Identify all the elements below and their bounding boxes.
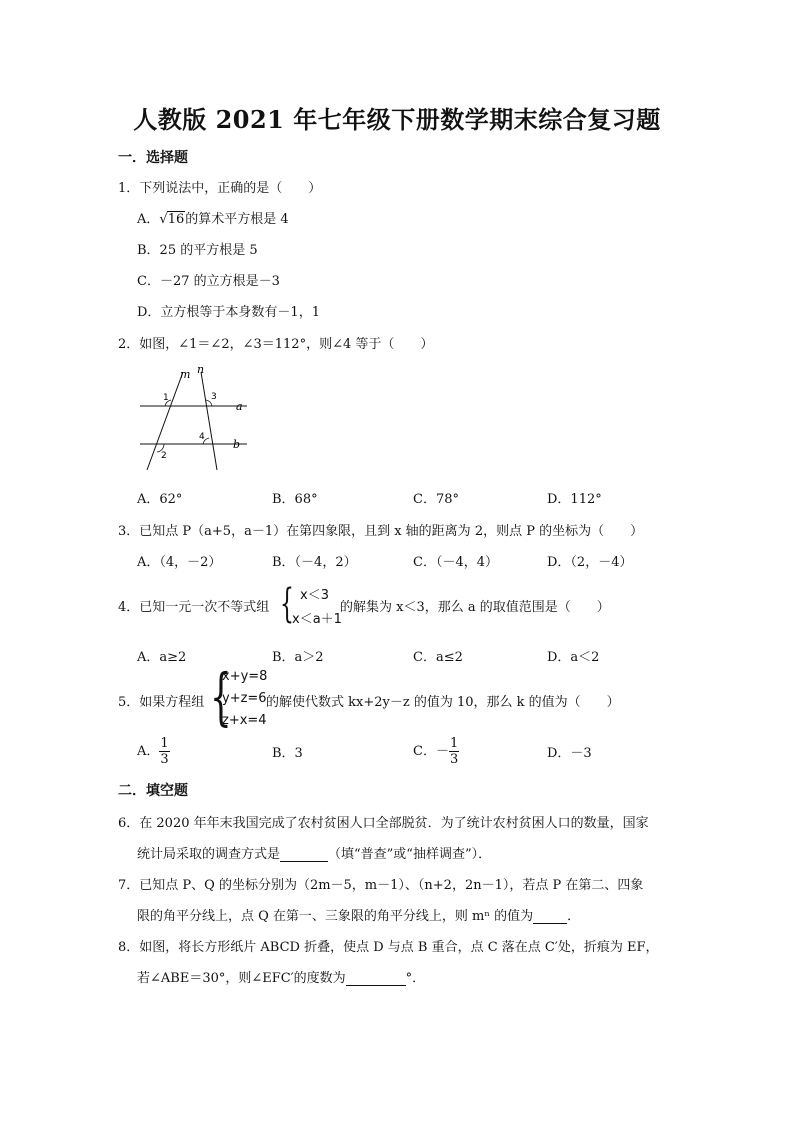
question-3-option-a: A．（4，－2） [137, 555, 222, 570]
label-angle-4: 4 [199, 432, 205, 442]
system-brace: { [280, 581, 294, 627]
question-3-option-c: C．（－4，4） [413, 555, 498, 570]
fraction [449, 736, 459, 767]
question-5-option-a [137, 736, 170, 767]
label-angle-1: 1 [163, 393, 169, 403]
inequality-line-2: x＜a＋1 [292, 612, 342, 627]
question-6-line-1: 6．在 2020 年年末我国完成了农村贫困人口全部脱贫．为了统计农村贫困人口的数量，国家 [118, 816, 649, 831]
line-n [201, 372, 217, 470]
question-5-suffix: 的解使代数式 kx+2y－z 的值为 10，那么 k 的值为（ ） [266, 695, 620, 710]
question-4-option-b: B．a＞2 [272, 650, 324, 665]
question-8-line-2 [137, 967, 425, 986]
option-a-label: A． [137, 744, 160, 759]
question-1-option-c: C．－27 的立方根是－3 [137, 274, 280, 289]
answer-blank[interactable] [346, 971, 406, 986]
question-2-option-b: B．68° [272, 492, 318, 507]
question-6-hint: （填“普查”或“抽样调查”）． [328, 847, 492, 862]
question-3-option-b: B．（－4，2） [272, 555, 357, 570]
question-3-option-d: D．（2，－4） [547, 555, 633, 570]
question-7-line-1: 7．已知点 P、Q 的坐标分别为（2m－5，m－1）、（n+2，2n－1），若点 P 在第二、四象 [118, 878, 644, 893]
question-6-line-2 [137, 843, 491, 862]
label-b: b [233, 438, 241, 451]
question-7-end: ． [567, 909, 581, 924]
option-a-label: A． [137, 212, 160, 227]
question-8-text: 若∠ABE＝30°，则∠EFC′的度数为 [137, 971, 346, 986]
label-angle-2: 2 [161, 451, 167, 461]
label-n: n [197, 363, 205, 376]
question-6-text: 统计局采取的调查方式是 [137, 847, 281, 862]
denominator: 3 [160, 752, 169, 767]
question-8-line-1: 8．如图，将长方形纸片 ABCD 折叠，使点 D 与点 B 重合，点 C 落在点 C′处，折痕为 EF， [118, 940, 659, 955]
question-4-option-a: A．a≥2 [137, 650, 187, 665]
question-1-option-b: B．25 的平方根是 5 [137, 243, 258, 258]
equation-line-2: y+z=6 [222, 691, 267, 706]
question-1-stem: 1．下列说法中，正确的是（ ） [118, 181, 322, 196]
sqrt-symbol: √16 [159, 212, 185, 227]
question-4-prefix: 4．已知一元一次不等式组 [118, 600, 270, 615]
question-5-option-c [413, 736, 459, 767]
option-a-text: 的算术平方根是 4 [185, 212, 289, 227]
parallel-lines-figure [135, 362, 255, 474]
question-5-option-d: D．－3 [547, 746, 592, 761]
answer-blank[interactable] [280, 847, 328, 862]
question-4-suffix: 的解集为 x＜3，那么 a 的取值范围是（ ） [340, 600, 610, 615]
option-c-label: C．－ [413, 744, 449, 759]
denominator: 3 [449, 752, 459, 767]
question-8-end: °． [405, 971, 426, 986]
section-fill-heading: 二．填空题 [118, 783, 188, 799]
fraction [159, 736, 169, 767]
label-angle-3: 3 [211, 392, 217, 402]
answer-blank[interactable] [533, 909, 567, 924]
question-2-option-c: C．78° [413, 492, 459, 507]
question-4-option-d: D．a＜2 [547, 650, 600, 665]
question-5-option-b: B．3 [272, 746, 303, 761]
numerator: 1 [160, 736, 169, 751]
question-3-stem: 3．已知点 P（a+5，a－1）在第四象限，且到 x 轴的距离为 2，则点 P 的坐标为（ ） [118, 524, 644, 539]
numerator: 1 [449, 736, 459, 751]
radicand: 16 [167, 212, 185, 227]
question-1-option-a [137, 208, 289, 227]
page-title: 人教版 2021 年七年级下册数学期末综合复习题 [133, 105, 661, 134]
question-2-option-a: A．62° [137, 492, 183, 507]
question-2-option-d: D．112° [547, 492, 602, 507]
question-2-stem: 2．如图，∠1＝∠2，∠3＝112°，则∠4 等于（ ） [118, 337, 434, 352]
section-choice-heading: 一．选择题 [118, 150, 188, 166]
question-4-option-c: C．a≤2 [413, 650, 463, 665]
label-m: m [180, 368, 191, 381]
question-5-prefix: 5．如果方程组 [118, 695, 205, 710]
label-a: a [236, 400, 243, 413]
equation-line-3: z+x=4 [222, 713, 267, 728]
question-1-option-d: D．立方根等于本身数有－1，1 [137, 305, 320, 320]
inequality-line-1: x＜3 [300, 588, 329, 603]
question-7-text: 限的角平分线上，点 Q 在第一、三象限的角平分线上，则 mⁿ 的值为 [137, 909, 534, 924]
question-7-line-2 [137, 905, 580, 924]
equation-line-1: x+y=8 [222, 669, 268, 684]
system-brace: { [210, 660, 232, 733]
